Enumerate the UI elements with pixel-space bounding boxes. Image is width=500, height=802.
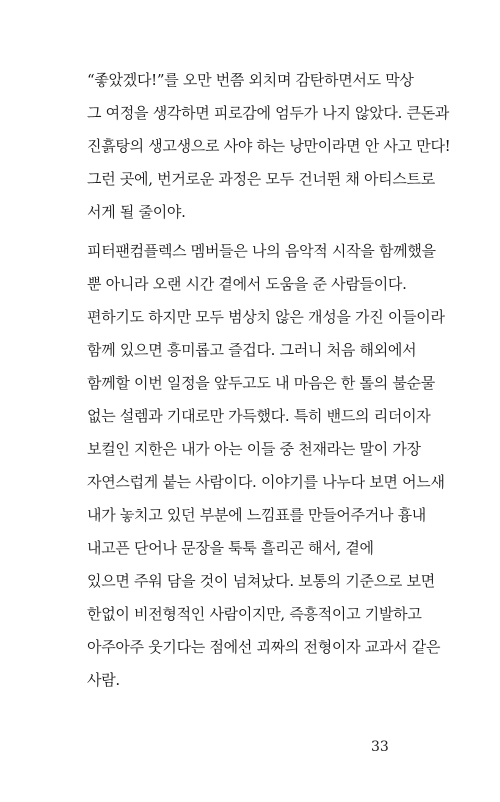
paragraph-line: 내고픈 단어나 문장을 툭툭 흘리곤 해서, 곁에 bbox=[87, 539, 374, 557]
paragraph-line: 피터팬컴플렉스 멤버들은 나의 음악적 시작을 함께했을 bbox=[87, 242, 436, 260]
paragraph-line: 뿐 아니라 오랜 시간 곁에서 도움을 준 사람들이다. bbox=[87, 275, 407, 293]
paragraph-line: 함께할 이번 일정을 앞두고도 내 마음은 한 톨의 불순물 bbox=[87, 374, 435, 392]
paragraph-line: 그런 곳에, 번거로운 과정은 모두 건너뛴 채 아티스트로 bbox=[87, 170, 435, 188]
paragraph-line: 편하기도 하지만 모두 범상치 않은 개성을 가진 이들이라 bbox=[87, 308, 445, 326]
paragraph-line: “좋았겠다!”를 오만 번쯤 외치며 감탄하면서도 막상 bbox=[87, 71, 414, 89]
paragraph-line: 사람. bbox=[87, 671, 120, 689]
paragraph-line: 보컬인 지한은 내가 아는 이들 중 천재라는 말이 가장 bbox=[87, 440, 421, 458]
paragraph-line: 자연스럽게 붙는 사람이다. 이야기를 나누다 보면 어느새 bbox=[87, 473, 445, 491]
paragraph-line: 내가 놓치고 있던 부분에 느낌표를 만들어주거나 흉내 bbox=[87, 506, 426, 524]
paragraph-2 bbox=[87, 241, 445, 703]
paragraph-line: 함께 있으면 흥미롭고 즐겁다. 그러니 처음 해외에서 bbox=[87, 341, 417, 359]
paragraph-1 bbox=[87, 70, 451, 235]
paragraph-line: 진흙탕의 생고생으로 사야 하는 낭만이라면 안 사고 만다! bbox=[87, 137, 451, 155]
paragraph-line: 있으면 주워 담을 것이 넘쳐났다. 보통의 기준으로 보면 bbox=[87, 572, 435, 590]
paragraph-line: 없는 설렘과 기대로만 가득했다. 특히 밴드의 리더이자 bbox=[87, 407, 431, 425]
paragraph-line: 서게 될 줄이야. bbox=[87, 203, 186, 221]
paragraph-line: 한없이 비전형적인 사람이지만, 즉흥적이고 기발하고 bbox=[87, 605, 422, 623]
paragraph-line: 아주아주 웃기다는 점에선 괴짜의 전형이자 교과서 같은 bbox=[87, 638, 441, 656]
page-number: 33 bbox=[371, 739, 389, 755]
paragraph-line: 그 여정을 생각하면 피로감에 엄두가 나지 않았다. 큰돈과 bbox=[87, 104, 450, 122]
